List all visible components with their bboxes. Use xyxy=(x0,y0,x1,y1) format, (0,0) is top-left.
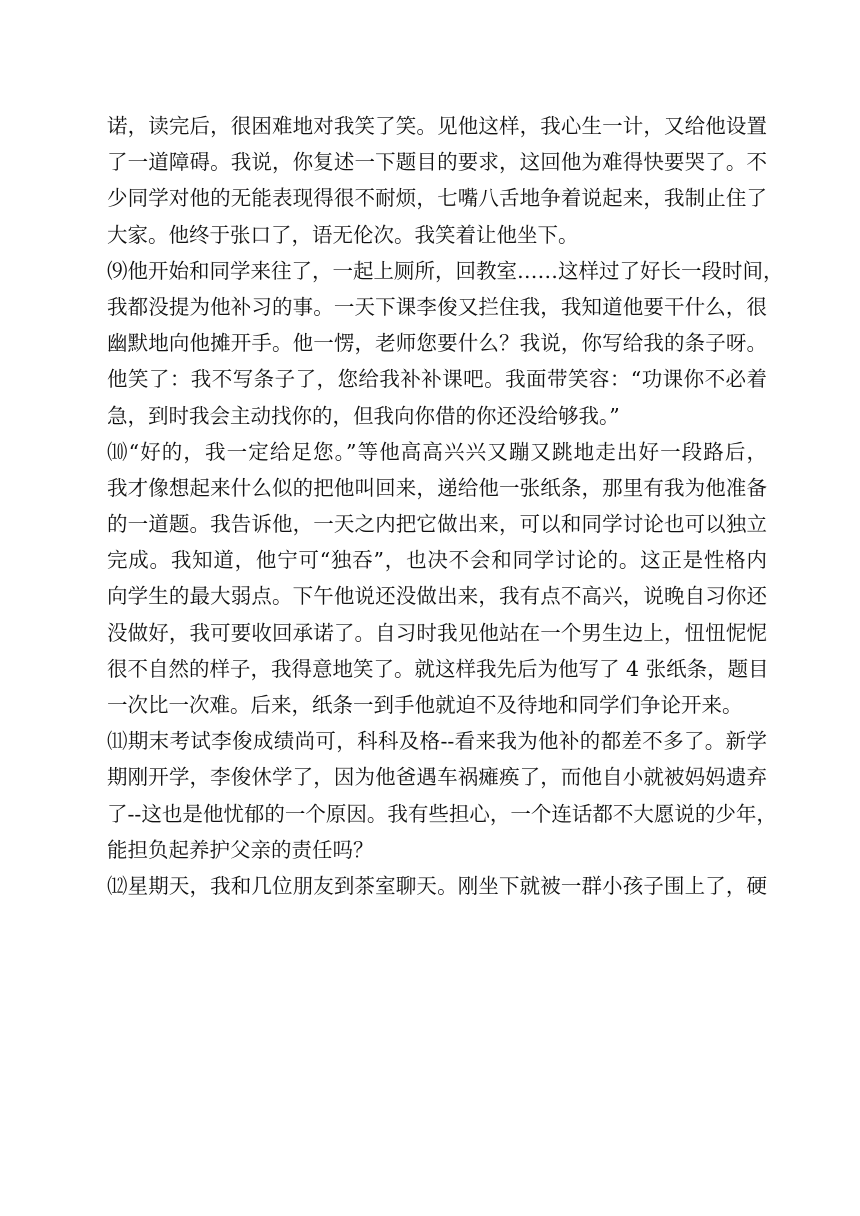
text-line-18: ⑾期末考试李俊成绩尚可，科科及格--看来我为他补的都差不多了。新学 xyxy=(107,729,767,754)
text-line-22: ⑿星期天，我和几位朋友到茶室聊天。刚坐下就被一群小孩子围上了，硬 xyxy=(107,873,767,898)
text-line-8: 他笑了：我不写条子了，您给我补补课吧。我面带笑容：“功课你不必着 xyxy=(107,367,767,392)
text-line-4: 大家。他终于张口了，语无伦次。我笑着让他坐下。 xyxy=(107,222,579,247)
text-line-7: 幽默地向他摊开手。他一愣，老师您要什么？我说，你写给我的条子呀。 xyxy=(107,331,767,356)
text-line-16: 很不自然的样子，我得意地笑了。就这样我先后为他写了 4 张纸条，题目 xyxy=(107,656,769,681)
text-line-21: 能担负起养护父亲的责任吗？ xyxy=(107,837,374,862)
text-line-19: 期刚开学，李俊休学了，因为他爸遇车祸瘫痪了，而他自小就被妈妈遗弃 xyxy=(107,765,767,790)
text-line-12: 的一道题。我告诉他，一天之内把它做出来，可以和同学讨论也可以独立 xyxy=(107,512,767,537)
text-line-5: ⑼他开始和同学来往了，一起上厕所，回教室……这样过了好长一段时间， xyxy=(107,258,784,283)
text-line-6: 我都没提为他补习的事。一天下课李俊又拦住我，我知道他要干什么，很 xyxy=(107,294,767,319)
text-line-3: 少同学对他的无能表现得很不耐烦，七嘴八舌地争着说起来，我制止住了 xyxy=(107,186,767,211)
text-line-1: 诺，读完后，很困难地对我笑了笑。见他这样，我心生一计，又给他设置 xyxy=(107,114,767,138)
text-line-11: 我才像想起来什么似的把他叫回来，递给他一张纸条，那里有我为他准备 xyxy=(107,475,767,500)
text-line-13: 完成。我知道，他宁可“独吞”，也决不会和同学讨论的。这正是性格内 xyxy=(107,548,767,573)
text-line-9: 急，到时我会主动找你的，但我向你借的你还没给够我。” xyxy=(107,403,620,428)
document-body xyxy=(107,108,784,904)
text-line-15: 没做好，我可要收回承诺了。自习时我见他站在一个男生边上，忸忸怩怩 xyxy=(107,620,767,645)
text-line-20: 了--这也是他忧郁的一个原因。我有些担心，一个连话都不大愿说的少年， xyxy=(107,801,777,826)
text-line-14: 向学生的最大弱点。下午他说还没做出来，我有点不高兴，说晚自习你还 xyxy=(107,584,767,609)
text-line-2: 了一道障碍。我说，你复述一下题目的要求，这回他为难得快要哭了。不 xyxy=(107,150,767,175)
text-line-10: ⑽“好的，我一定给足您。”等他高高兴兴又蹦又跳地走出好一段路后， xyxy=(107,439,767,464)
text-line-17: 一次比一次难。后来，纸条一到手他就迫不及待地和同学们争论开来。 xyxy=(107,693,743,717)
